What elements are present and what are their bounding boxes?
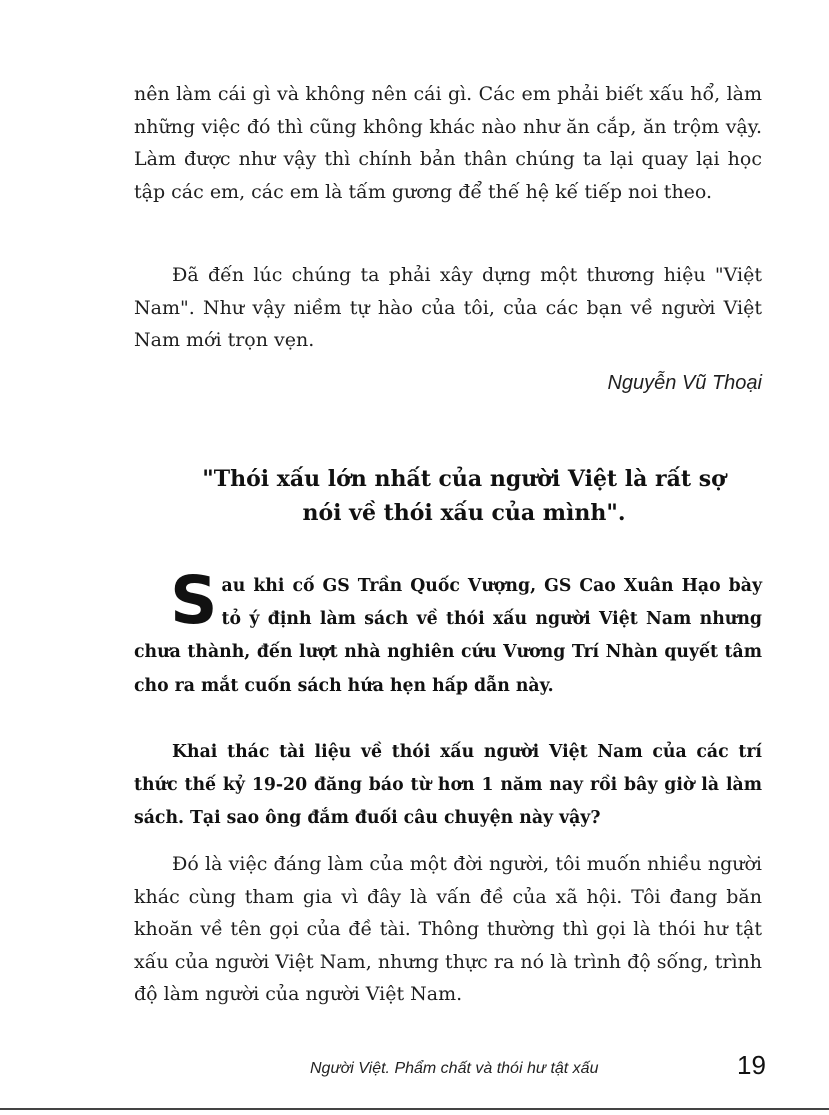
section-heading <box>134 462 794 530</box>
interview-answer: Đó là việc đáng làm của một đời người, tôi muốn nhiều người khác cùng tham gia vì đây là vấn đề của xã hội. Tôi đang băn khoăn về tên gọi của đề tài. Thông thường thì gọi là thói hư tật xấu của người Việt Nam, nhưng thực ra nó là trình độ sống, trình độ làm người của người Việt Nam. <box>134 853 762 1006</box>
paragraph-brand-vietnam: Đã đến lúc chúng ta phải xây dựng một thương hiệu "Việt Nam". Như vậy niềm tự hào của tôi, của các bạn về người Việt Nam mới trọn vẹn. <box>134 264 762 352</box>
lead-text: au khi cố GS Trần Quốc Vượng, GS Cao Xuân Hạo bày tỏ ý định làm sách về thói xấu người Việt Nam nhưng chưa thành, đến lượt nhà nghiên cứu Vương Trí Nhàn quyết tâm cho ra mắt cuốn sách hứa hẹn hấp dẫn này. <box>134 576 762 696</box>
running-footer-title: Người Việt. Phẩm chất và thói hư tật xấu <box>310 1060 599 1077</box>
page-number: 19 <box>737 1050 766 1080</box>
author-signature: Nguyễn Vũ Thoại <box>607 372 762 394</box>
heading-line-1: "Thói xấu lớn nhất của người Việt là rất sợ <box>202 466 726 492</box>
paragraph-continued: nên làm cái gì và không nên cái gì. Các em phải biết xấu hổ, làm những việc đó thì cũng không khác nào như ăn cắp, ăn trộm vậy. Làm được như vậy thì chính bản thân chúng ta lại quay lại học tập các em, các em là tấm gương để thế hệ kế tiếp noi theo. <box>134 83 762 203</box>
bottom-border <box>0 1108 829 1110</box>
lead-paragraph <box>134 562 762 703</box>
interview-question: Khai thác tài liệu về thói xấu người Việt Nam của các trí thức thế kỷ 19-20 đăng báo từ hơn 1 năm nay rồi bây giờ là làm sách. Tại sao ông đắm đuối câu chuyện này vậy? <box>134 742 762 829</box>
drop-cap: S <box>170 562 218 639</box>
heading-line-2: nói về thói xấu của mình". <box>302 500 626 526</box>
